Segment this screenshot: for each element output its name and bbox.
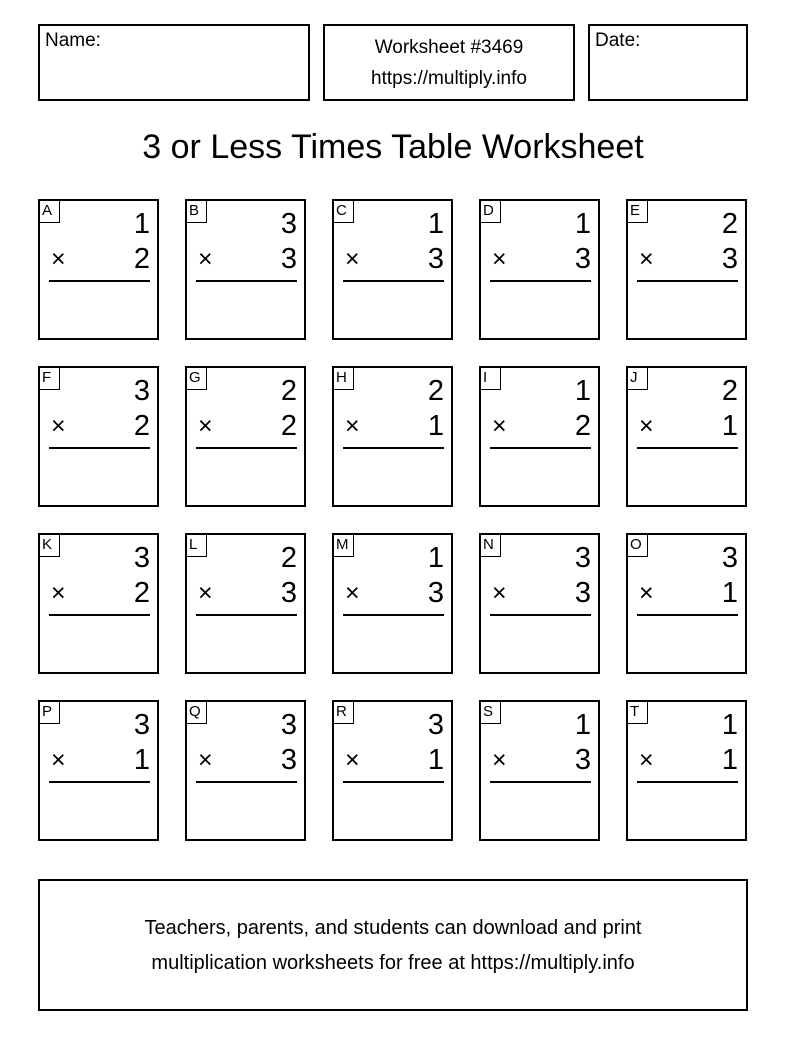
problem-card[interactable]: [38, 366, 159, 507]
problem-card[interactable]: [185, 533, 306, 674]
answer-line: [196, 614, 297, 616]
problem-letter: D: [479, 199, 501, 223]
problem-letter: I: [479, 366, 501, 390]
problem-card[interactable]: [626, 533, 747, 674]
top-number: 1: [574, 709, 591, 741]
answer-line: [49, 781, 150, 783]
times-symbol: ×: [345, 579, 360, 607]
problem-letter: M: [332, 533, 354, 557]
answer-line: [343, 614, 444, 616]
problem-card[interactable]: [479, 700, 600, 841]
bottom-number: 3: [574, 744, 591, 776]
bottom-number: 2: [133, 243, 150, 275]
bottom-number: 1: [133, 744, 150, 776]
bottom-number: 1: [721, 410, 738, 442]
problem-letter: C: [332, 199, 354, 223]
times-symbol: ×: [198, 245, 213, 273]
bottom-number: 3: [427, 577, 444, 609]
problem-letter: N: [479, 533, 501, 557]
answer-line: [196, 280, 297, 282]
problem-card[interactable]: [626, 700, 747, 841]
problem-letter: L: [185, 533, 207, 557]
times-symbol: ×: [198, 579, 213, 607]
bottom-number: 1: [721, 744, 738, 776]
answer-line: [637, 447, 738, 449]
bottom-number: 2: [280, 410, 297, 442]
problem-card[interactable]: [332, 199, 453, 340]
answer-line: [490, 781, 591, 783]
bottom-number: 2: [133, 577, 150, 609]
bottom-number: 3: [280, 744, 297, 776]
problem-letter: T: [626, 700, 648, 724]
top-number: 2: [721, 375, 738, 407]
times-symbol: ×: [51, 579, 66, 607]
top-number: 3: [280, 208, 297, 240]
bottom-number: 2: [133, 410, 150, 442]
answer-line: [49, 614, 150, 616]
bottom-number: 3: [427, 243, 444, 275]
times-symbol: ×: [639, 579, 654, 607]
top-number: 3: [427, 709, 444, 741]
problem-letter: H: [332, 366, 354, 390]
bottom-number: 3: [721, 243, 738, 275]
problem-card[interactable]: [479, 366, 600, 507]
answer-line: [343, 447, 444, 449]
top-number: 1: [133, 208, 150, 240]
problem-card[interactable]: [626, 366, 747, 507]
top-number: 2: [280, 542, 297, 574]
times-symbol: ×: [345, 412, 360, 440]
bottom-number: 3: [280, 243, 297, 275]
footer-text-line-2: multiplication worksheets for free at https://multiply.info: [151, 952, 635, 974]
top-number: 3: [133, 709, 150, 741]
times-symbol: ×: [51, 746, 66, 774]
times-symbol: ×: [639, 746, 654, 774]
top-number: 3: [280, 709, 297, 741]
answer-line: [49, 447, 150, 449]
answer-line: [343, 781, 444, 783]
times-symbol: ×: [51, 412, 66, 440]
times-symbol: ×: [639, 412, 654, 440]
problem-letter: P: [38, 700, 60, 724]
name-label: Name:: [45, 30, 101, 51]
top-number: 2: [721, 208, 738, 240]
top-number: 1: [574, 375, 591, 407]
problem-card[interactable]: [185, 199, 306, 340]
top-number: 1: [427, 208, 444, 240]
problem-card[interactable]: [185, 700, 306, 841]
top-number: 3: [721, 542, 738, 574]
answer-line: [343, 280, 444, 282]
answer-line: [637, 781, 738, 783]
footer-box: [38, 879, 748, 1011]
times-symbol: ×: [492, 245, 507, 273]
date-label: Date:: [595, 30, 641, 51]
times-symbol: ×: [345, 245, 360, 273]
problem-card[interactable]: [332, 700, 453, 841]
top-number: 1: [574, 208, 591, 240]
problem-card[interactable]: [38, 533, 159, 674]
answer-line: [637, 614, 738, 616]
times-symbol: ×: [492, 746, 507, 774]
problem-letter: G: [185, 366, 207, 390]
bottom-number: 3: [574, 577, 591, 609]
top-number: 3: [133, 375, 150, 407]
times-symbol: ×: [198, 746, 213, 774]
problem-card[interactable]: [479, 199, 600, 340]
problem-letter: S: [479, 700, 501, 724]
problem-letter: O: [626, 533, 648, 557]
top-number: 3: [133, 542, 150, 574]
problem-card[interactable]: [479, 533, 600, 674]
problem-letter: Q: [185, 700, 207, 724]
problem-letter: E: [626, 199, 648, 223]
bottom-number: 1: [427, 410, 444, 442]
problem-letter: A: [38, 199, 60, 223]
answer-line: [490, 614, 591, 616]
problem-card[interactable]: [626, 199, 747, 340]
top-number: 2: [280, 375, 297, 407]
times-symbol: ×: [492, 412, 507, 440]
problem-card[interactable]: [332, 366, 453, 507]
answer-line: [637, 280, 738, 282]
problem-card[interactable]: [185, 366, 306, 507]
top-number: 1: [427, 542, 444, 574]
answer-line: [490, 280, 591, 282]
problem-card[interactable]: [332, 533, 453, 674]
times-symbol: ×: [639, 245, 654, 273]
bottom-number: 3: [574, 243, 591, 275]
problem-letter: B: [185, 199, 207, 223]
worksheet-number: Worksheet #3469: [374, 37, 524, 58]
problem-letter: J: [626, 366, 648, 390]
problem-letter: K: [38, 533, 60, 557]
times-symbol: ×: [198, 412, 213, 440]
answer-line: [196, 781, 297, 783]
answer-line: [49, 280, 150, 282]
bottom-number: 3: [280, 577, 297, 609]
bottom-number: 1: [721, 577, 738, 609]
times-symbol: ×: [345, 746, 360, 774]
answer-line: [196, 447, 297, 449]
footer-text-line-1: Teachers, parents, and students can download and print: [144, 917, 642, 939]
top-number: 1: [721, 709, 738, 741]
problem-letter: R: [332, 700, 354, 724]
problem-letter: F: [38, 366, 60, 390]
problem-card[interactable]: [38, 700, 159, 841]
times-symbol: ×: [492, 579, 507, 607]
top-number: 3: [574, 542, 591, 574]
problem-card[interactable]: [38, 199, 159, 340]
answer-line: [490, 447, 591, 449]
worksheet-url: https://multiply.info: [371, 68, 527, 89]
top-number: 2: [427, 375, 444, 407]
bottom-number: 1: [427, 744, 444, 776]
times-symbol: ×: [51, 245, 66, 273]
page-title: 3 or Less Times Table Worksheet: [142, 128, 644, 166]
bottom-number: 2: [574, 410, 591, 442]
